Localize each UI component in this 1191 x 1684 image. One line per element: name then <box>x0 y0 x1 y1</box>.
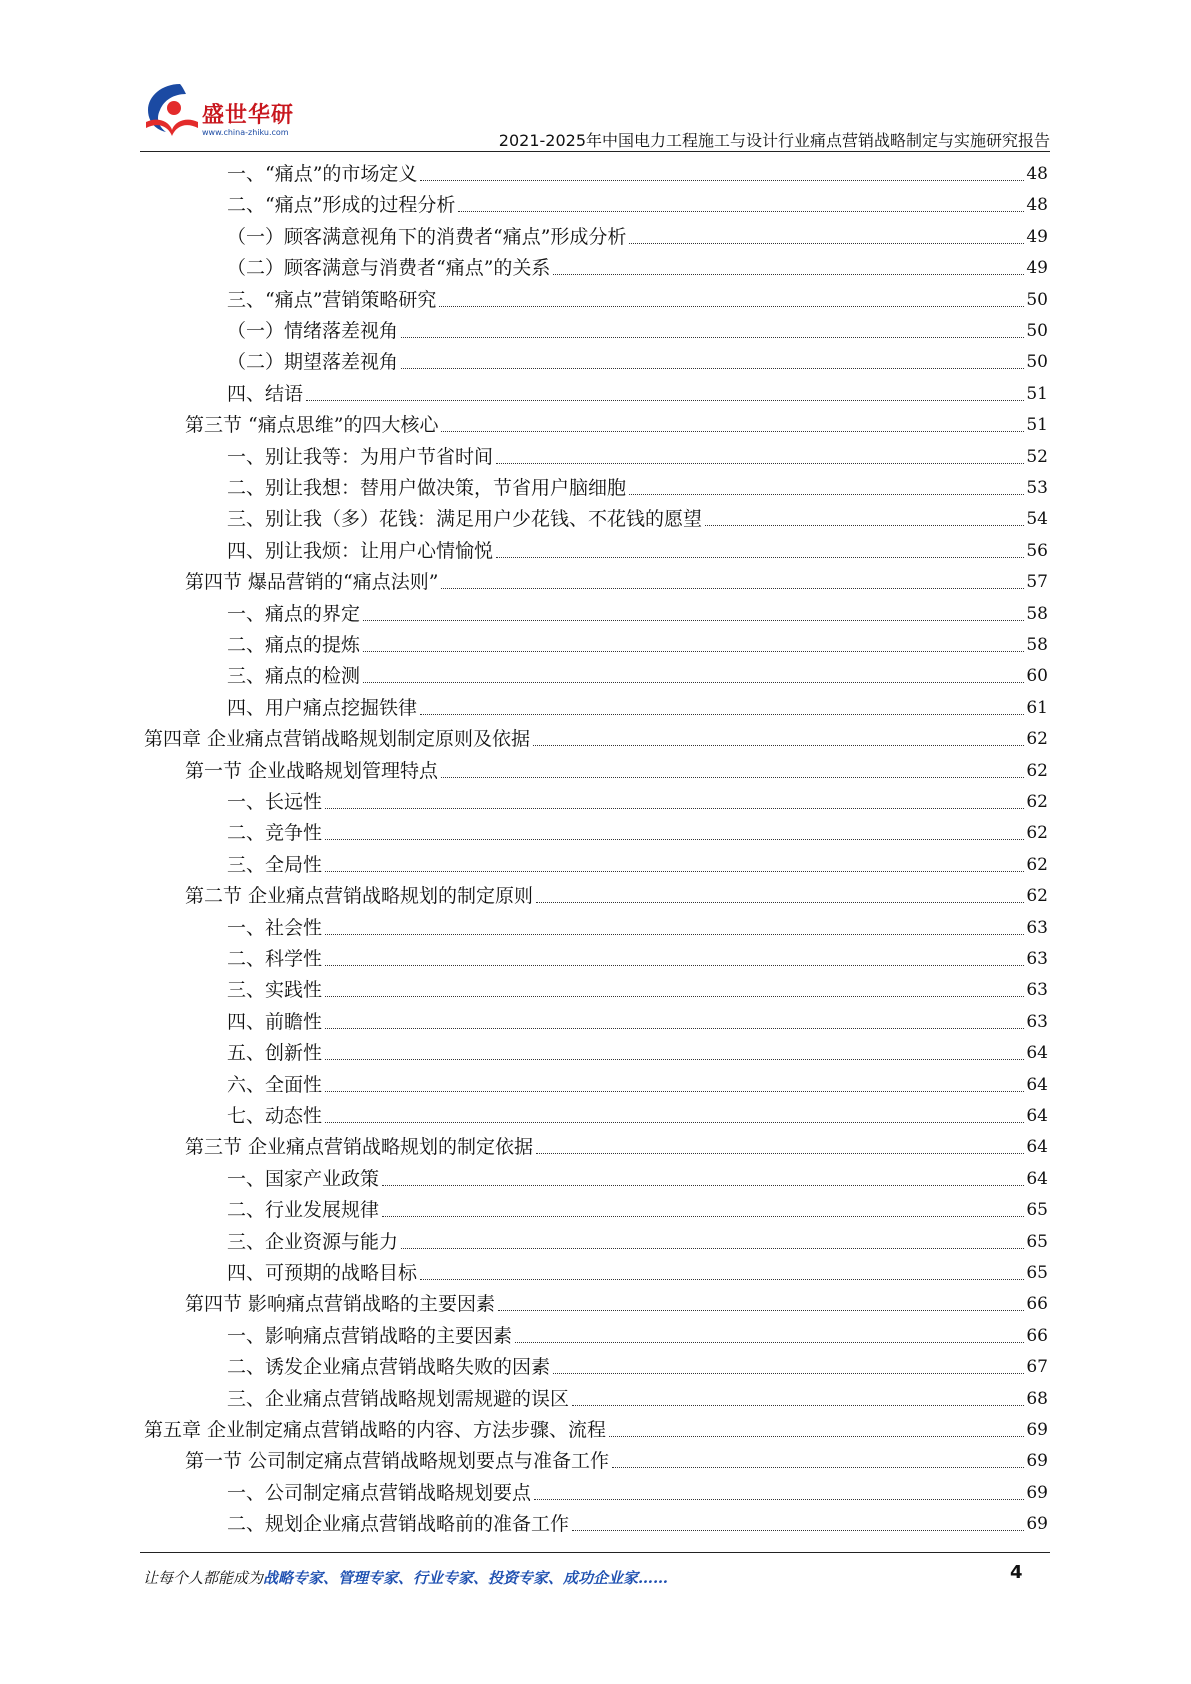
toc-dot-leader <box>498 1310 1024 1311</box>
toc-entry-page: 65 <box>1026 1263 1048 1283</box>
toc-entry-title: 三、“痛点”营销策略研究 <box>227 288 437 311</box>
toc-entry-title: （一）顾客满意视角下的消费者“痛点”形成分析 <box>227 225 627 248</box>
toc-entry-page: 64 <box>1026 1043 1048 1064</box>
toc-entry-title: 七、动态性 <box>227 1105 323 1127</box>
toc-entry-page: 69 <box>1026 1482 1048 1503</box>
toc-entry-page: 66 <box>1026 1294 1048 1315</box>
toc-entry-title: 三、企业痛点营销战略规划需规避的误区 <box>227 1387 570 1410</box>
toc-entry-page: 64 <box>1026 1168 1048 1189</box>
toc-entry[interactable] <box>227 380 1048 408</box>
toc-entry-page: 63 <box>1026 980 1048 1001</box>
footer-slogan <box>143 1567 668 1588</box>
toc-entry[interactable] <box>227 1008 1048 1036</box>
toc-entry[interactable] <box>227 1071 1048 1099</box>
toc-entry-title: 一、社会性 <box>227 916 323 939</box>
toc-dot-leader <box>572 1530 1024 1531</box>
toc-entry-page: 50 <box>1026 289 1048 310</box>
toc-entry[interactable] <box>227 945 1048 973</box>
toc-entry-page: 65 <box>1026 1231 1048 1252</box>
toc-entry-title: （二）期望落差视角 <box>227 351 399 374</box>
toc-entry-page: 64 <box>1026 1074 1048 1095</box>
toc-entry[interactable] <box>185 411 1048 439</box>
toc-dot-leader <box>553 1373 1024 1374</box>
slogan-lead: 让每个人都能成为 <box>143 1569 264 1587</box>
toc-entry[interactable] <box>227 317 1048 345</box>
toc-entry-title: 第一节 企业战略规划管理特点 <box>185 759 439 782</box>
toc-entry-title: 二、痛点的提炼 <box>227 634 361 656</box>
toc-dot-leader <box>534 1499 1024 1500</box>
toc-entry[interactable] <box>227 1479 1048 1507</box>
toc-entry[interactable] <box>227 1353 1048 1381</box>
toc-entry[interactable] <box>227 223 1048 251</box>
toc-entry-page: 51 <box>1026 383 1048 404</box>
toc-dot-leader <box>363 682 1024 683</box>
toc-dot-leader <box>515 1342 1024 1343</box>
toc-entry-title: 二、诱发企业痛点营销战略失败的因素 <box>227 1356 551 1379</box>
toc-entry-page: 50 <box>1026 321 1048 341</box>
toc-entry[interactable] <box>185 882 1048 910</box>
toc-entry[interactable] <box>227 474 1048 502</box>
toc-entry-page: 62 <box>1026 886 1048 907</box>
toc-dot-leader <box>420 180 1024 181</box>
toc-entry-page: 56 <box>1026 540 1048 561</box>
toc-dot-leader <box>382 1216 1024 1217</box>
toc-dot-leader <box>325 965 1024 966</box>
report-title: 2021-2025年中国电力工程施工与设计行业痛点营销战略制定与实施研究报告 <box>498 131 1050 150</box>
toc-entry[interactable] <box>227 976 1048 1004</box>
toc-entry-page: 63 <box>1026 917 1048 938</box>
toc-entry-title: 第一节 公司制定痛点营销战略规划要点与准备工作 <box>185 1450 610 1473</box>
toc-entry[interactable] <box>227 1196 1048 1224</box>
toc-dot-leader <box>629 494 1024 495</box>
toc-dot-leader <box>401 368 1024 369</box>
toc-entry[interactable] <box>227 600 1048 628</box>
brand-url: www.china-zhiku.com <box>202 128 289 137</box>
toc-entry-title: 一、影响痛点营销战略的主要因素 <box>227 1324 513 1347</box>
toc-entry-title: 三、企业资源与能力 <box>227 1230 399 1253</box>
header-divider <box>140 151 1050 152</box>
toc-entry-page: 62 <box>1026 823 1048 844</box>
toc-entry-page: 52 <box>1026 446 1048 467</box>
toc-entry[interactable] <box>227 537 1048 565</box>
toc-dot-leader <box>420 714 1024 715</box>
toc-dot-leader <box>441 777 1024 778</box>
toc-dot-leader <box>536 902 1024 903</box>
toc-entry-page: 63 <box>1026 949 1048 969</box>
toc-dot-leader <box>572 1405 1024 1406</box>
toc-entry-title: 三、实践性 <box>227 979 323 1002</box>
toc-entry[interactable] <box>227 505 1048 533</box>
toc-dot-leader <box>401 337 1024 338</box>
toc-entry-title: 一、别让我等：为用户节省时间 <box>227 445 494 468</box>
toc-entry[interactable] <box>185 1133 1048 1161</box>
page-number: 4 <box>1010 1562 1023 1583</box>
toc-entry-page: 65 <box>1026 1200 1048 1221</box>
toc-dot-leader <box>420 1279 1024 1280</box>
toc-entry-page: 51 <box>1026 415 1048 436</box>
toc-entry[interactable] <box>227 443 1048 471</box>
toc-entry-page: 69 <box>1026 1451 1048 1472</box>
toc-entry[interactable] <box>185 568 1048 596</box>
toc-entry-page: 62 <box>1026 792 1048 812</box>
toc-dot-leader <box>325 1122 1024 1123</box>
toc-entry[interactable] <box>227 662 1048 690</box>
footer-divider <box>140 1552 1050 1553</box>
toc-entry-page: 62 <box>1026 854 1048 875</box>
toc-entry[interactable] <box>227 631 1048 659</box>
toc-entry-page: 58 <box>1026 635 1048 655</box>
brand-logo <box>140 78 310 148</box>
toc-entry-page: 68 <box>1026 1388 1048 1409</box>
toc-dot-leader <box>325 1059 1024 1060</box>
toc-entry-title: 第三节 企业痛点营销战略规划的制定依据 <box>185 1136 534 1159</box>
toc-entry[interactable] <box>144 1416 1048 1444</box>
toc-entry[interactable] <box>227 788 1048 816</box>
toc-entry[interactable] <box>227 1385 1048 1413</box>
toc-entry-title: 二、科学性 <box>227 948 323 970</box>
toc-entry-title: 二、规划企业痛点营销战略前的准备工作 <box>227 1513 570 1536</box>
toc-dot-leader <box>401 1248 1024 1249</box>
toc-entry-page: 48 <box>1026 195 1048 216</box>
toc-entry-title: 四、用户痛点挖掘铁律 <box>227 696 418 719</box>
toc-entry-title: 二、竞争性 <box>227 822 323 845</box>
toc-entry[interactable] <box>185 757 1048 785</box>
toc-entry[interactable] <box>227 1322 1048 1350</box>
toc-dot-leader <box>458 211 1024 212</box>
toc-entry-page: 67 <box>1026 1357 1048 1378</box>
toc-entry-title: （二）顾客满意与消费者“痛点”的关系 <box>227 257 551 280</box>
toc-entry-title: 二、“痛点”形成的过程分析 <box>227 194 456 217</box>
toc-entry-page: 48 <box>1026 164 1048 184</box>
toc-entry-page: 49 <box>1026 226 1048 247</box>
toc-entry[interactable] <box>227 1039 1048 1067</box>
toc-dot-leader <box>325 808 1024 809</box>
toc-entry[interactable] <box>227 1102 1048 1130</box>
toc-entry[interactable] <box>227 254 1048 282</box>
toc-dot-leader <box>363 620 1024 621</box>
toc-entry-title: 一、公司制定痛点营销战略规划要点 <box>227 1481 532 1504</box>
slogan-roles: 战略专家、管理专家、行业专家、投资专家、成功企业家…… <box>263 1569 669 1587</box>
toc-entry-page: 60 <box>1026 666 1048 687</box>
toc-dot-leader <box>306 400 1024 401</box>
toc-dot-leader <box>325 1028 1024 1029</box>
toc-dot-leader <box>325 934 1024 935</box>
toc-dot-leader <box>533 745 1024 746</box>
toc-entry-title: 四、可预期的战略目标 <box>227 1262 418 1284</box>
toc-entry-page: 63 <box>1026 1011 1048 1032</box>
toc-entry-title: 六、全面性 <box>227 1073 323 1096</box>
toc-entry[interactable] <box>227 914 1048 942</box>
toc-entry-page: 64 <box>1026 1137 1048 1158</box>
toc-entry-title: 三、全局性 <box>227 853 323 876</box>
page-header <box>140 78 1050 150</box>
toc-dot-leader <box>496 557 1024 558</box>
toc-entry[interactable] <box>227 1228 1048 1256</box>
toc-dot-leader <box>325 1091 1024 1092</box>
toc-entry[interactable] <box>227 160 1048 188</box>
toc-entry-title: （一）情绪落差视角 <box>227 320 399 342</box>
toc-dot-leader <box>441 588 1024 589</box>
toc-dot-leader <box>612 1467 1024 1468</box>
toc-entry-page: 58 <box>1026 603 1048 624</box>
toc-entry[interactable] <box>227 819 1048 847</box>
toc-entry-title: 三、痛点的检测 <box>227 665 361 688</box>
toc-entry[interactable] <box>227 1165 1048 1193</box>
toc-entry[interactable] <box>227 851 1048 879</box>
toc-entry-page: 61 <box>1026 697 1048 718</box>
toc-entry[interactable] <box>185 1447 1048 1475</box>
toc-dot-leader <box>609 1436 1024 1437</box>
toc-entry-page: 66 <box>1026 1325 1048 1346</box>
toc-entry-title: 第五章 企业制定痛点营销战略的内容、方法步骤、流程 <box>144 1419 607 1441</box>
toc-entry[interactable] <box>227 1259 1048 1287</box>
toc-entry-title: 二、行业发展规律 <box>227 1199 380 1222</box>
toc-entry[interactable] <box>227 694 1048 722</box>
toc-entry-page: 64 <box>1026 1106 1048 1126</box>
toc-entry-page: 62 <box>1026 760 1048 781</box>
toc-entry-title: 第四节 影响痛点营销战略的主要因素 <box>185 1293 496 1316</box>
toc-dot-leader <box>441 431 1024 432</box>
toc-entry[interactable] <box>227 1510 1048 1538</box>
toc-entry[interactable] <box>227 286 1048 314</box>
toc-entry-page: 69 <box>1026 1420 1048 1440</box>
toc-entry-title: 一、国家产业政策 <box>227 1167 380 1190</box>
toc-dot-leader <box>382 1185 1024 1186</box>
toc-entry-title: 第三节 “痛点思维”的四大核心 <box>185 414 439 437</box>
toc-entry-title: 一、“痛点”的市场定义 <box>227 163 418 185</box>
toc-dot-leader <box>325 996 1024 997</box>
toc-entry-title: 五、创新性 <box>227 1042 323 1065</box>
toc-dot-leader <box>705 525 1024 526</box>
toc-entry-title: 第四节 爆品营销的“痛点法则” <box>185 571 439 594</box>
toc-entry-title: 二、别让我想：替用户做决策，节省用户脑细胞 <box>227 477 627 499</box>
toc-entry[interactable] <box>144 725 1048 753</box>
toc-dot-leader <box>325 871 1024 872</box>
toc-entry-title: 一、长远性 <box>227 791 323 813</box>
toc-entry-page: 50 <box>1026 352 1048 373</box>
toc-entry-title: 第二节 企业痛点营销战略规划的制定原则 <box>185 885 534 908</box>
toc-entry-title: 四、别让我烦：让用户心情愉悦 <box>227 539 494 562</box>
brand-logo-icon <box>140 78 202 140</box>
toc-dot-leader <box>629 243 1024 244</box>
toc-dot-leader <box>553 274 1024 275</box>
toc-entry-page: 69 <box>1026 1514 1048 1535</box>
toc-dot-leader <box>536 1153 1024 1154</box>
toc-dot-leader <box>363 651 1024 652</box>
toc-dot-leader <box>496 463 1024 464</box>
toc-entry-page: 53 <box>1026 478 1048 498</box>
toc-entry[interactable] <box>227 191 1048 219</box>
toc-entry-page: 49 <box>1026 258 1048 279</box>
toc-entry-title: 三、别让我（多）花钱：满足用户少花钱、不花钱的愿望 <box>227 508 703 531</box>
toc-entry[interactable] <box>227 348 1048 376</box>
brand-name: 盛世华研 <box>202 103 295 128</box>
toc-entry-title: 四、结语 <box>227 382 304 405</box>
toc-entry-page: 54 <box>1026 509 1048 530</box>
toc-entry-title: 一、痛点的界定 <box>227 602 361 625</box>
toc-dot-leader <box>439 306 1024 307</box>
toc-entry-page: 62 <box>1026 729 1048 750</box>
toc-entry[interactable] <box>185 1290 1048 1318</box>
toc-entry-page: 57 <box>1026 572 1048 593</box>
toc-dot-leader <box>325 839 1024 840</box>
toc-entry-title: 第四章 企业痛点营销战略规划制定原则及依据 <box>144 728 531 751</box>
toc-entry-title: 四、前瞻性 <box>227 1010 323 1033</box>
